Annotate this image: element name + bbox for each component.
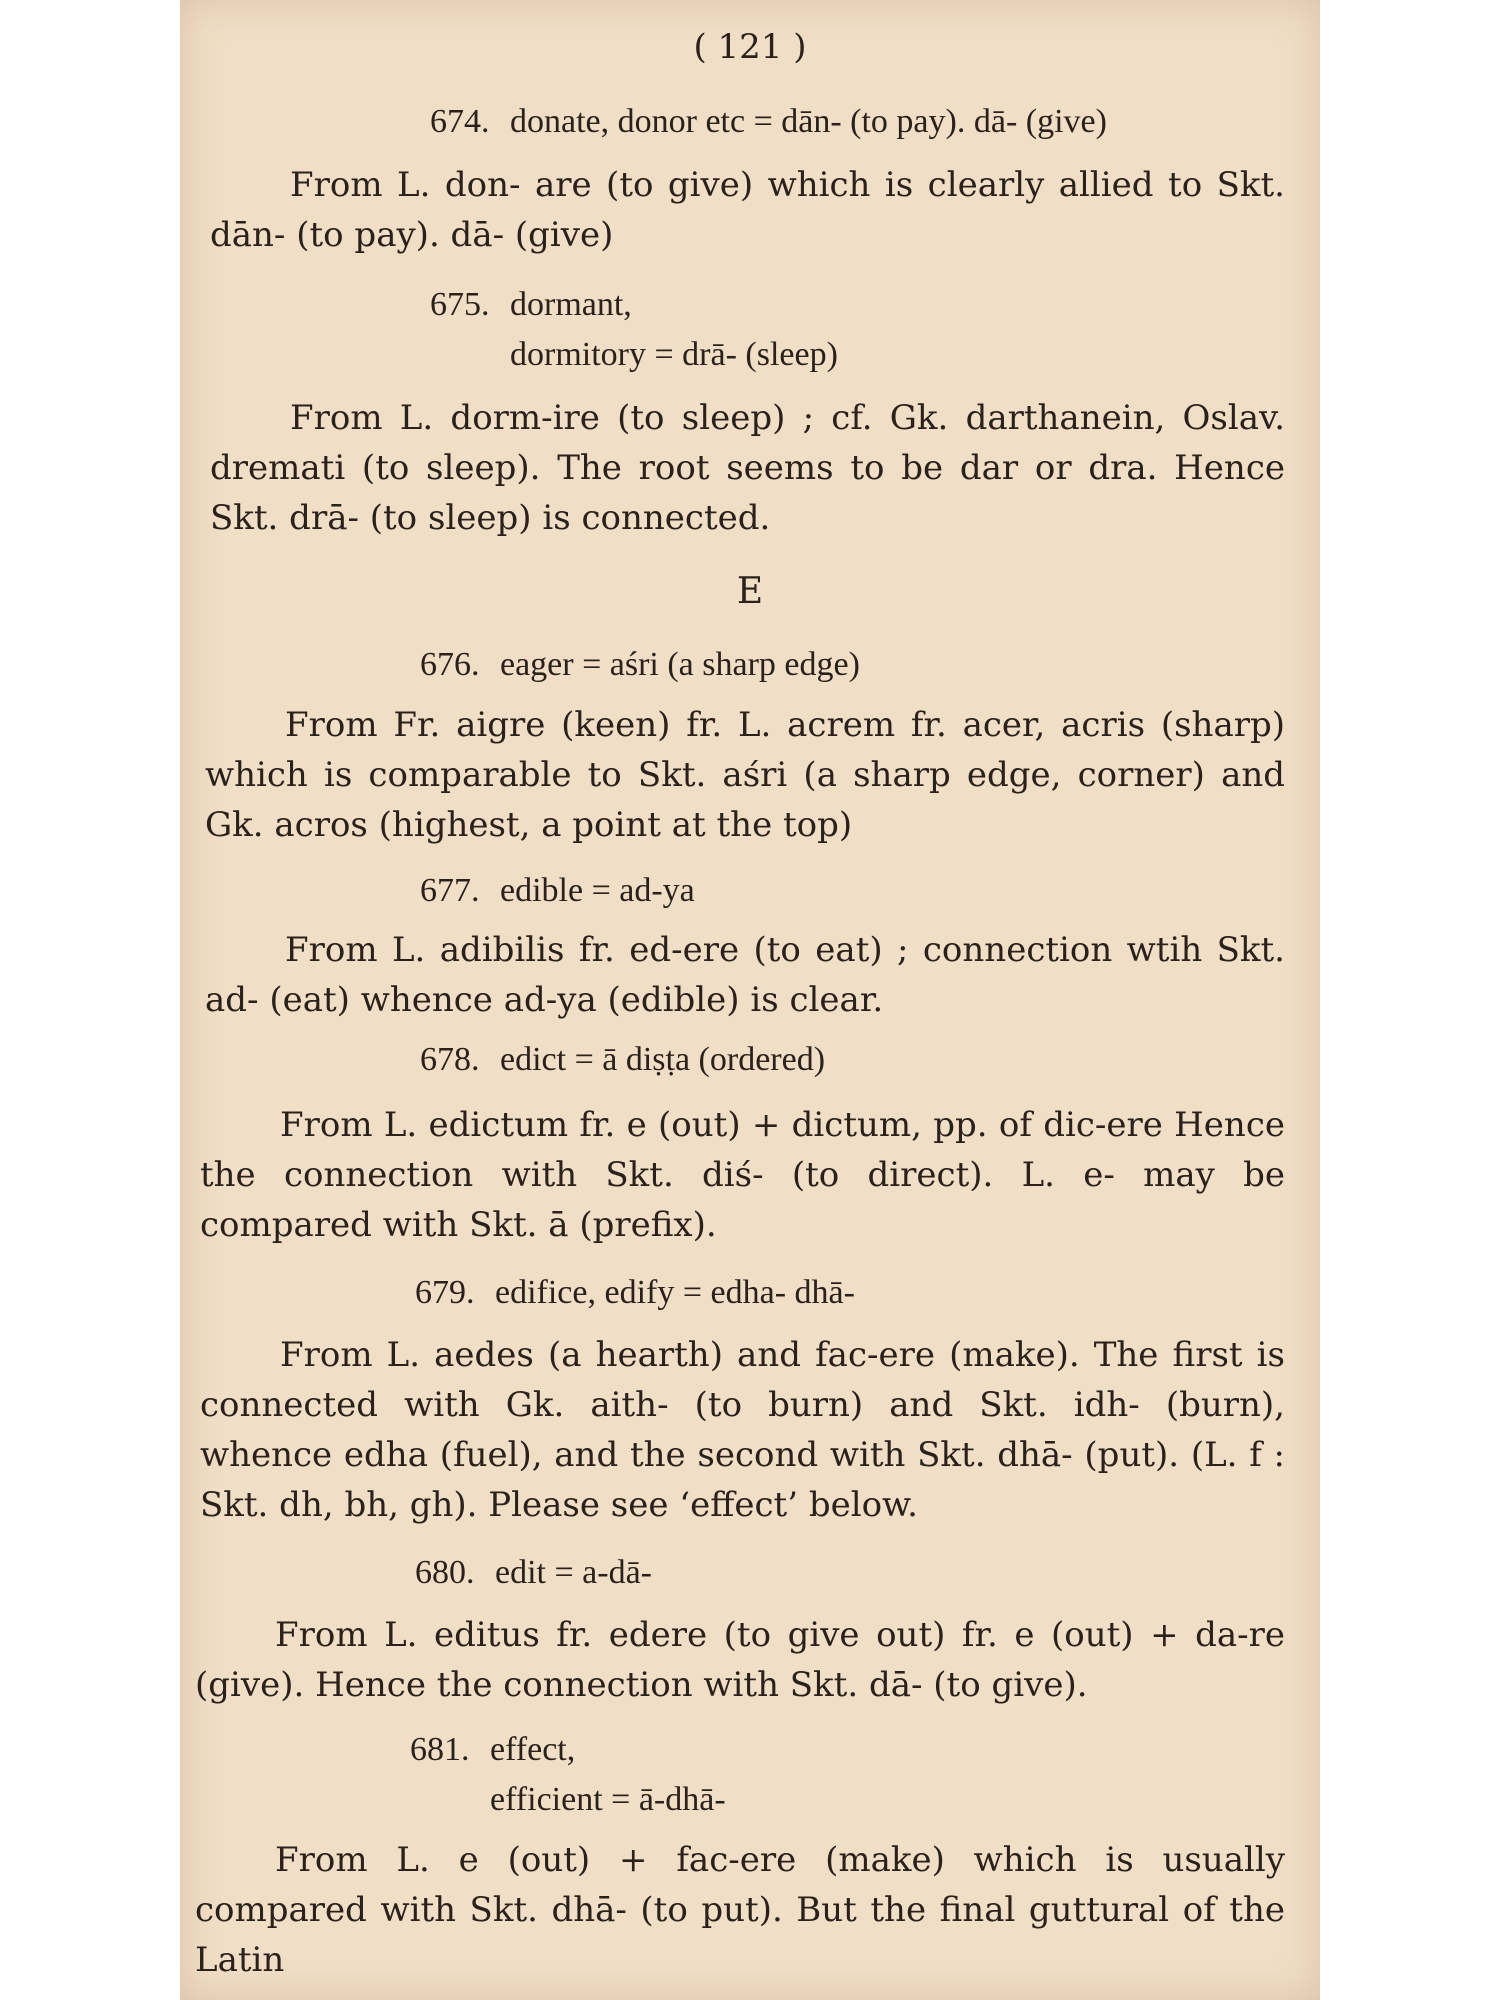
entry-678-heading	[420, 1035, 825, 1085]
entry-680-body: From L. editus fr. edere (to give out) fr. e (out) + da-re (give). Hence the connection with Skt. dā- (to give).	[195, 1615, 1285, 1705]
entry-number: 680.	[415, 1554, 475, 1591]
entry-674-heading	[430, 97, 1107, 147]
entry-677-body: From L. adibilis fr. ed-ere (to eat) ; connection wtih Skt. ad- (eat) whence ad-ya (edible) is clear.	[205, 930, 1285, 1020]
entry-676-heading	[420, 640, 860, 690]
entry-679-body: From L. aedes (a hearth) and fac-ere (make). The first is connected with Gk. aith- (to burn) and Skt. idh- (burn), whence edha (fuel), and the second with Skt. dhā- (put). (L. f : Skt. dh, bh, gh). Please see ‘effect’ below.	[200, 1335, 1285, 1525]
entry-number: 676.	[420, 646, 480, 683]
entry-term: edict = ā diṣṭa (ordered)	[500, 1041, 826, 1078]
entry-term: edit = a-dā-	[495, 1554, 652, 1591]
entry-term: edifice, edify = edha- dhā-	[495, 1274, 855, 1311]
section-letter: E	[736, 571, 764, 612]
page-number: ( 121 )	[693, 27, 807, 67]
entry-number: 675.	[430, 286, 490, 323]
entry-675-term-continued: dormitory = drā- (sleep)	[510, 336, 838, 373]
entry-680-heading	[415, 1548, 652, 1598]
entry-681-term-continued: efficient = ā-dhā-	[490, 1781, 726, 1818]
entry-678-body: From L. edictum fr. e (out) + dictum, pp. of dic-ere Hence the connection with Skt. diś- (to direct). L. e- may be compared with Skt. ā (prefix).	[200, 1105, 1285, 1245]
entry-679-heading	[415, 1268, 855, 1318]
entry-number: 677.	[420, 872, 480, 909]
entry-term: donate, donor etc = dān- (to pay). dā- (give)	[510, 103, 1107, 140]
entry-number: 679.	[415, 1274, 475, 1311]
entry-term: dormant,	[510, 286, 632, 323]
entry-677-heading	[420, 866, 695, 916]
entry-number: 674.	[430, 103, 490, 140]
entry-number: 678.	[420, 1041, 480, 1078]
book-page	[180, 0, 1320, 2000]
entry-number: 681.	[410, 1731, 470, 1768]
entry-675-heading	[430, 280, 632, 330]
entry-681-heading	[410, 1725, 575, 1775]
entry-term: effect,	[490, 1731, 576, 1768]
entry-681-body: From L. e (out) + fac-ere (make) which is usually compared with Skt. dhā- (to put). But the final guttural of the Latin	[195, 1840, 1285, 1980]
entry-674-body: From L. don- are (to give) which is clearly allied to Skt. dān- (to pay). dā- (give)	[210, 165, 1285, 255]
entry-term: edible = ad-ya	[500, 872, 695, 909]
entry-676-body: From Fr. aigre (keen) fr. L. acrem fr. acer, acris (sharp) which is comparable to Skt. aśri (a sharp edge, corner) and Gk. acros (highest, a point at the top)	[205, 705, 1285, 845]
entry-675-body: From L. dorm-ire (to sleep) ; cf. Gk. darthanein, Oslav. dremati (to sleep). The root seems to be dar or dra. Hence Skt. drā- (to sleep) is connected.	[210, 398, 1285, 538]
entry-term: eager = aśri (a sharp edge)	[500, 646, 860, 683]
